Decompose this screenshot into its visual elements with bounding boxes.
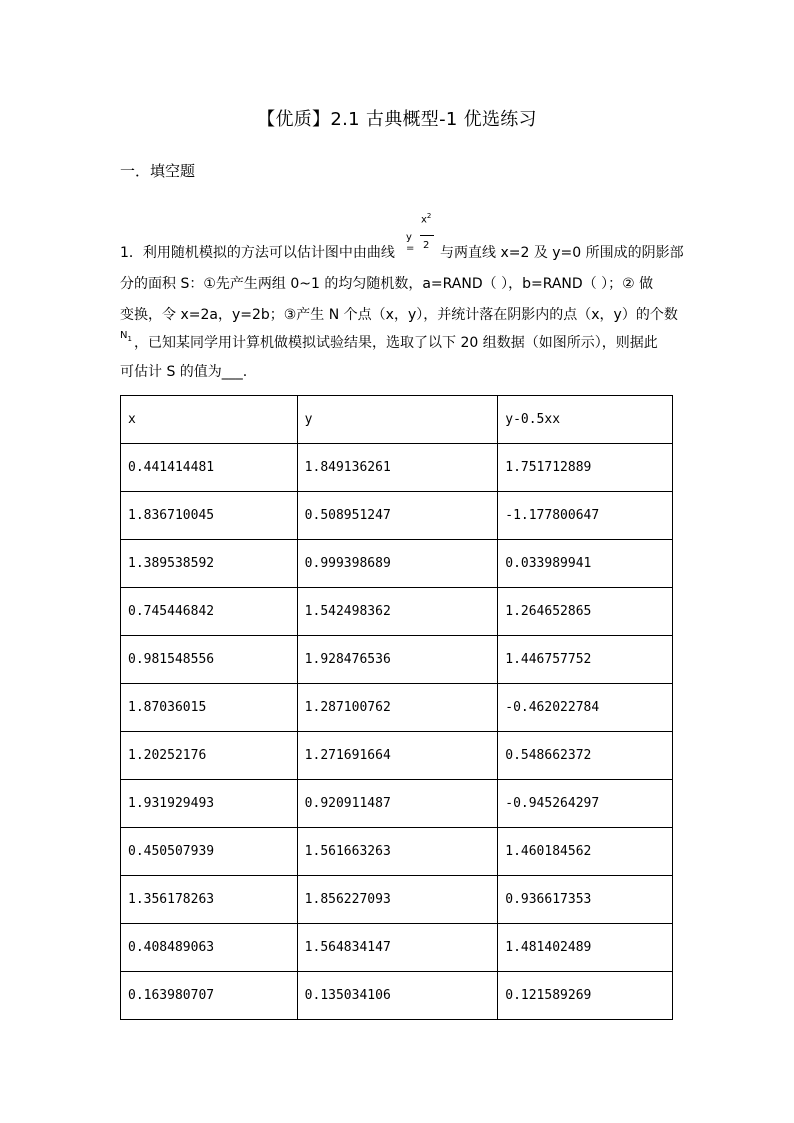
formula-denominator: 2	[423, 240, 430, 251]
table-cell: 1.460184562	[498, 828, 673, 876]
fraction-bar	[420, 235, 434, 236]
table-row	[121, 972, 673, 1020]
table-cell: 0.745446842	[121, 588, 298, 636]
table-cell: 1.751712889	[498, 444, 673, 492]
table-cell: 1.271691664	[297, 732, 498, 780]
table-cell: 0.999398689	[297, 540, 498, 588]
table-cell: 1.836710045	[121, 492, 298, 540]
table-cell: 0.548662372	[498, 732, 673, 780]
problem-line-1-post: 与两直线 x=2 及 y=0 所围成的阴影部	[440, 245, 684, 261]
table-cell: -0.462022784	[498, 684, 673, 732]
table-cell: 1.542498362	[297, 588, 498, 636]
section-heading: 一．填空题	[120, 162, 196, 180]
table-row	[121, 876, 673, 924]
table-header-row	[121, 396, 673, 444]
table-row	[121, 828, 673, 876]
table-cell: 0.981548556	[121, 636, 298, 684]
table-cell: 1.287100762	[297, 684, 498, 732]
table-row	[121, 588, 673, 636]
document-title: 【优质】2.1 古典概型-1 优选练习	[257, 109, 537, 130]
table-cell: 1.564834147	[297, 924, 498, 972]
table-row	[121, 732, 673, 780]
table-cell: 1.389538592	[121, 540, 298, 588]
n1-base: N	[120, 330, 128, 341]
header-y: y	[297, 396, 498, 444]
formula-exponent: 2	[426, 212, 432, 220]
table-cell: 1.446757752	[498, 636, 673, 684]
problem-line-4: ，已知某同学用计算机做模拟试验结果，选取了以下 20 组数据（如图所示），则据此	[134, 335, 658, 351]
formula-lhs: y =	[406, 232, 415, 254]
problem-line-5: 可估计 S 的值为___.	[120, 364, 248, 380]
table-row	[121, 684, 673, 732]
table-cell: 1.481402489	[498, 924, 673, 972]
table-cell: 1.856227093	[297, 876, 498, 924]
table-row	[121, 924, 673, 972]
table-cell: -0.945264297	[498, 780, 673, 828]
table-cell: 1.928476536	[297, 636, 498, 684]
problem-line-2: 分的面积 S：①先产生两组 0~1 的均匀随机数，a=RAND（ ），b=RAND（ ）；② 做	[120, 276, 654, 292]
table-cell: -1.177800647	[498, 492, 673, 540]
table-cell: 1.20252176	[121, 732, 298, 780]
header-diff: y-0.5xx	[498, 396, 673, 444]
table-row	[121, 540, 673, 588]
table-cell: 0.450507939	[121, 828, 298, 876]
table-cell: 0.135034106	[297, 972, 498, 1020]
table-row	[121, 492, 673, 540]
table-cell: 0.408489063	[121, 924, 298, 972]
table-cell: 0.920911487	[297, 780, 498, 828]
table-cell: 0.508951247	[297, 492, 498, 540]
table-cell: 0.936617353	[498, 876, 673, 924]
table-cell: 0.441414481	[121, 444, 298, 492]
problem-line-1-pre: 1．利用随机模拟的方法可以估计图中由曲线	[120, 245, 395, 261]
table-cell: 0.033989941	[498, 540, 673, 588]
table-cell: 1.87036015	[121, 684, 298, 732]
n1-subscript: 1	[127, 335, 132, 343]
problem-line-3: 变换，令 x=2a，y=2b；③产生 N 个点（x，y），并统计落在阴影内的点（x，y）的个数	[120, 307, 678, 323]
formula-numerator-base: x	[421, 214, 427, 226]
table-cell: 1.356178263	[121, 876, 298, 924]
header-x: x	[121, 396, 298, 444]
data-table	[120, 395, 673, 1020]
table-cell: 0.163980707	[121, 972, 298, 1020]
table-row	[121, 780, 673, 828]
table-row	[121, 444, 673, 492]
table-cell: 1.264652865	[498, 588, 673, 636]
data-table-body	[121, 396, 673, 1020]
table-cell: 1.931929493	[121, 780, 298, 828]
table-row	[121, 636, 673, 684]
table-cell: 1.849136261	[297, 444, 498, 492]
table-cell: 0.121589269	[498, 972, 673, 1020]
n1-symbol	[120, 330, 132, 343]
formula-numerator	[421, 212, 431, 225]
table-cell: 1.561663263	[297, 828, 498, 876]
